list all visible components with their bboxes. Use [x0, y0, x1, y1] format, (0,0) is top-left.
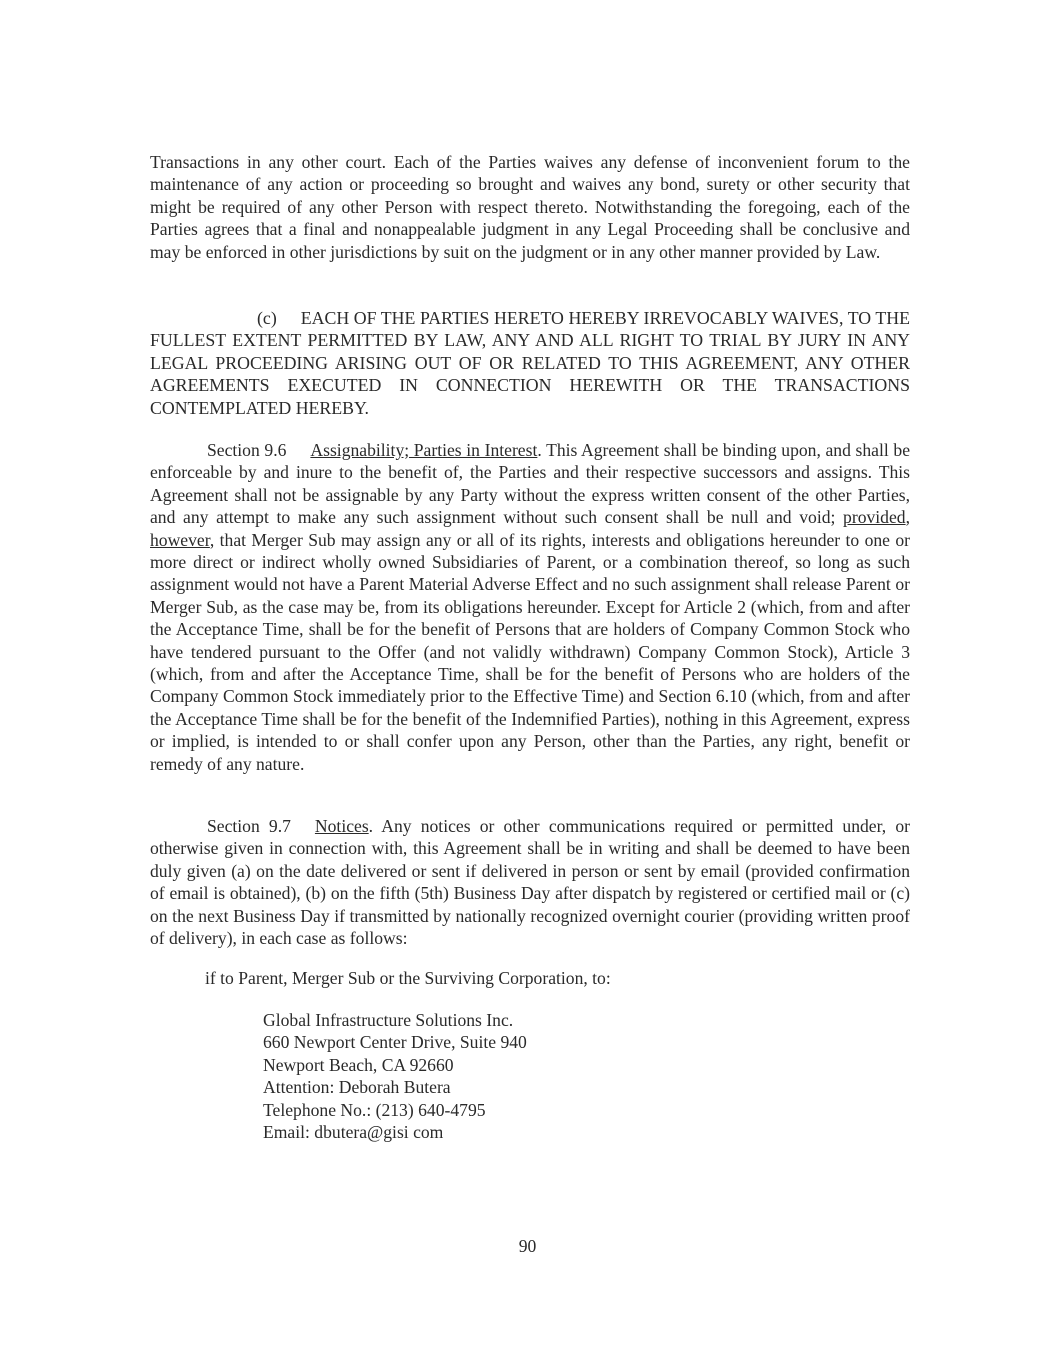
address-city: Newport Beach, CA 92660: [263, 1054, 454, 1075]
section-number: Section 9.6: [207, 440, 287, 460]
section-heading: Assignability; Parties in Interest: [310, 440, 538, 460]
address-company: Global Infrastructure Solutions Inc.: [263, 1010, 514, 1030]
section-body-b: , that Merger Sub may assign any or all of its rights, interests and obligations hereunder to one or more direct or indirect wholly owned Subsidiaries of Parent, or a combination thereof, so long as such assignment would not have a Parent Material Adverse Effect and no such assignment shall release Parent or Merger Sub, as the case may be, from its obligations hereunder. Except for Article 2 (which, from and after the Acceptance Time, shall be for the benefit of Persons that are holders of Company Common Stock who have tendered pursuant to the Offer (and not validly withdrawn) Company Common Stock), Article 3 (which, from and after the Acceptance Time, shall be for the benefit of Persons who are holders of the Company Common Stock immediately prior to the Effective Time) and Section 6.10 (which, from and after the Acceptance Time shall be for the benefit of the Indemnified Parties), nothing in this Agreement, express or implied, is intended to or shall confer upon any Person, other than the Parties, any right, benefit or remedy of any nature.: [150, 529, 910, 774]
address-attention: Attention: Deborah Butera: [263, 1077, 451, 1098]
comma-separator: ,: [905, 507, 910, 528]
provided-term: provided: [843, 507, 906, 528]
however-term: however: [150, 529, 210, 550]
section-body-a: . This Agreement shall be binding upon, and shall be enforceable by and inure to the benefit of, the Parties and their respective successors and assigns. This Agreement shall not be assignable by any Party without the express written consent of the other Parties, and any attempt to make any such assignment without such consent shall be null and void;: [150, 440, 910, 528]
address-street: 660 Newport Center Drive, Suite 940: [263, 1032, 527, 1053]
notice-recipient-line: if to Parent, Merger Sub or the Surviving Corporation, to:: [205, 968, 611, 988]
page-number: 90: [518, 1236, 537, 1256]
section-number: Section 9.7: [207, 816, 291, 836]
address-telephone: Telephone No.: (213) 640-4795: [263, 1099, 486, 1120]
section-heading: Notices: [314, 816, 369, 836]
section-body: . Any notices or other communications required or permitted under, or otherwise given in connection with, this Agreement shall be in writing and shall be deemed to have been duly given (a) on the date delivered or sent if delivered in person or sent by email (provided confirmation of email is obtained), (b) on the fifth (5th) Business Day after dispatch by registered or certified mail or (c) on the next Business Day if transmitted by nationally recognized overnight courier (providing written proof of delivery), in each case as follows:: [150, 816, 910, 949]
address-block: [263, 1009, 527, 1143]
address-email: Email: dbutera@gisi com: [263, 1122, 444, 1143]
paragraph-jury-waiver: [150, 307, 910, 419]
section-9-7: [150, 815, 910, 949]
clause-text: EACH OF THE PARTIES HERETO HEREBY IRREVOCABLY WAIVES, TO THE FULLEST EXTENT PERMITTED BY LAW, ANY AND ALL RIGHT TO TRIAL BY JURY IN ANY LEGAL PROCEEDING ARISING OUT OF OR RELATED TO THIS AGREEMENT, ANY OTHER AGREEMENTS EXECUTED IN CONNECTION HEREWITH OR THE TRANSACTIONS CONTEMPLATED HEREBY.: [150, 308, 910, 418]
clause-label: (c): [257, 308, 277, 328]
section-9-6: [150, 439, 910, 775]
paragraph-forum-waiver: Transactions in any other court. Each of the Parties waives any defense of inconvenient forum to the maintenance of any action or proceeding so brought and waives any bond, surety or other security that might be required of any other Person with respect thereto. Notwithstanding the foregoing, each of the Parties agrees that a final and nonappealable judgment in any Legal Proceeding shall be conclusive and may be enforced in other jurisdictions by suit on the judgment or in any other manner provided by Law.: [150, 152, 910, 262]
